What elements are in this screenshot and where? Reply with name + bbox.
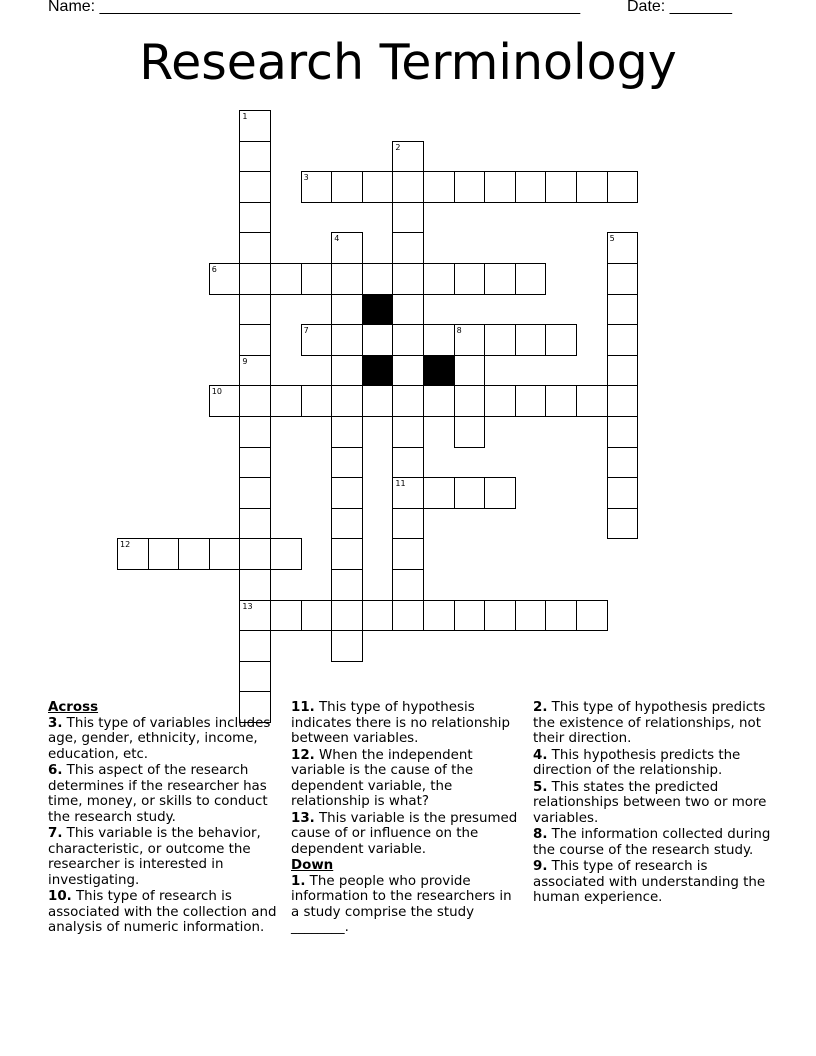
grid-cell[interactable] (209, 263, 241, 295)
grid-cell[interactable] (331, 538, 363, 570)
grid-cell[interactable] (331, 630, 363, 662)
grid-block (362, 294, 394, 326)
grid-cell[interactable] (239, 447, 271, 479)
clue-down-1: 1. The people who provide information to the researchers in a study comprise the study ________. (291, 873, 512, 935)
clue-across-11: 11. This type of hypothesis indicates there is no relationship between variables. (291, 700, 510, 746)
grid-cell[interactable] (576, 385, 608, 417)
clue-number: 6 (211, 265, 217, 274)
clue-column-3 (533, 700, 773, 907)
grid-cell[interactable] (392, 294, 424, 326)
grid-cell[interactable] (576, 171, 608, 203)
grid-cell[interactable] (392, 477, 424, 509)
grid-cell[interactable] (576, 600, 608, 632)
clue-across-3: 3. This type of variables includes age, gender, ethnicity, income, education, etc. (48, 715, 271, 762)
grid-cell[interactable] (423, 263, 455, 295)
grid-cell[interactable] (454, 324, 486, 356)
grid-cell[interactable] (392, 447, 424, 479)
grid-cell[interactable] (607, 232, 639, 264)
name-field-label[interactable]: Name: ______________________________________________________ (48, 0, 581, 15)
grid-cell[interactable] (545, 600, 577, 632)
grid-cell[interactable] (423, 477, 455, 509)
grid-cell[interactable] (392, 569, 424, 601)
grid-cell[interactable] (515, 385, 547, 417)
grid-cell[interactable] (239, 508, 271, 540)
grid-cell[interactable] (484, 385, 516, 417)
grid-cell[interactable] (239, 477, 271, 509)
grid-cell[interactable] (331, 232, 363, 264)
clue-across-7: 7. This variable is the behavior, characteristic, or outcome the researcher is interested in investigating. (48, 826, 261, 888)
grid-cell[interactable] (454, 600, 486, 632)
grid-block (423, 355, 455, 387)
clue-down-4: 4. This hypothesis predicts the direction of the relationship. (533, 747, 741, 778)
grid-cell[interactable] (392, 416, 424, 448)
grid-cell[interactable] (423, 324, 455, 356)
grid-cell[interactable] (239, 232, 271, 264)
grid-cell[interactable] (239, 110, 271, 142)
grid-cell[interactable] (607, 171, 639, 203)
clue-number: 9 (242, 356, 248, 366)
grid-cell[interactable] (423, 600, 455, 632)
grid-cell[interactable] (331, 477, 363, 509)
grid-cell[interactable] (331, 171, 363, 203)
down-heading: Down (291, 858, 334, 873)
grid-cell[interactable] (515, 171, 547, 203)
grid-cell[interactable] (392, 171, 424, 203)
grid-cell[interactable] (607, 385, 639, 417)
clue-across-12: 12. When the independent variable is the cause of the dependent variable, the relationship is what? (291, 747, 474, 809)
grid-cell[interactable] (239, 600, 271, 632)
grid-cell[interactable] (484, 477, 516, 509)
grid-cell[interactable] (607, 447, 639, 479)
grid-cell[interactable] (607, 416, 639, 448)
across-heading: Across (48, 700, 99, 715)
grid-cell[interactable] (331, 569, 363, 601)
grid-cell[interactable] (331, 324, 363, 356)
grid-cell[interactable] (239, 171, 271, 203)
grid-cell[interactable] (392, 232, 424, 264)
grid-cell[interactable] (392, 600, 424, 632)
grid-block (362, 355, 394, 387)
grid-cell[interactable] (454, 171, 486, 203)
grid-cell[interactable] (392, 324, 424, 356)
grid-cell[interactable] (545, 171, 577, 203)
clue-across-13: 13. This variable is the presumed cause of or influence on the dependent variable. (291, 810, 518, 857)
grid-cell[interactable] (331, 508, 363, 540)
clue-across-6: 6. This aspect of the research determines if the researcher has time, money, or skills to conduct the research study. (48, 763, 268, 825)
grid-cell[interactable] (331, 263, 363, 295)
grid-cell[interactable] (515, 600, 547, 632)
date-field-label[interactable]: Date: _______ (627, 0, 732, 15)
clue-down-2: 2. This type of hypothesis predicts the existence of relationships, not their direction. (533, 700, 766, 746)
grid-cell[interactable] (484, 263, 516, 295)
grid-cell[interactable] (270, 600, 302, 632)
clue-number: 7 (303, 326, 309, 336)
clue-column-1 (48, 700, 280, 937)
grid-cell[interactable] (270, 385, 302, 417)
grid-cell[interactable] (607, 477, 639, 509)
grid-cell[interactable] (331, 294, 363, 326)
grid-cell[interactable] (607, 263, 639, 295)
grid-cell[interactable] (392, 538, 424, 570)
grid-cell[interactable] (392, 141, 424, 173)
clue-number: 3 (303, 173, 309, 183)
clue-number: 5 (609, 234, 615, 244)
clue-across-10: 10. This type of research is associated with the collection and analysis of numeric information. (48, 889, 277, 935)
grid-cell[interactable] (331, 600, 363, 632)
grid-cell[interactable] (301, 263, 333, 295)
grid-cell[interactable] (239, 416, 271, 448)
grid-cell[interactable] (209, 385, 241, 417)
grid-cell[interactable] (454, 355, 486, 387)
grid-cell[interactable] (239, 202, 271, 234)
grid-cell[interactable] (484, 171, 516, 203)
grid-cell[interactable] (209, 538, 241, 570)
grid-cell[interactable] (515, 324, 547, 356)
grid-cell[interactable] (270, 263, 302, 295)
grid-cell[interactable] (392, 508, 424, 540)
clue-number: 12 (120, 540, 131, 550)
grid-cell[interactable] (239, 141, 271, 173)
grid-cell[interactable] (515, 263, 547, 295)
grid-cell[interactable] (454, 263, 486, 295)
clue-number: 8 (456, 326, 462, 336)
grid-cell[interactable] (239, 661, 271, 693)
grid-cell[interactable] (239, 263, 271, 295)
grid-cell[interactable] (607, 508, 639, 540)
grid-cell[interactable] (301, 171, 333, 203)
grid-cell[interactable] (423, 171, 455, 203)
grid-cell[interactable] (362, 600, 394, 632)
grid-cell[interactable] (454, 477, 486, 509)
grid-cell[interactable] (148, 538, 180, 570)
grid-cell[interactable] (301, 324, 333, 356)
grid-cell[interactable] (178, 538, 210, 570)
grid-cell[interactable] (545, 385, 577, 417)
grid-cell[interactable] (392, 263, 424, 295)
grid-cell[interactable] (454, 416, 486, 448)
grid-cell[interactable] (454, 385, 486, 417)
grid-cell[interactable] (239, 324, 271, 356)
grid-cell[interactable] (362, 324, 394, 356)
grid-cell[interactable] (484, 600, 516, 632)
grid-cell[interactable] (545, 324, 577, 356)
grid-cell[interactable] (607, 355, 639, 387)
clue-down-8: 8. The information collected during the course of the research study. (533, 827, 771, 858)
grid-cell[interactable] (239, 385, 271, 417)
grid-cell[interactable] (607, 324, 639, 356)
grid-cell[interactable] (362, 263, 394, 295)
grid-cell[interactable] (392, 355, 424, 387)
clue-number: 1 (242, 112, 248, 121)
clue-down-9: 9. This type of research is associated with understanding the human experience. (533, 859, 766, 905)
grid-cell[interactable] (239, 569, 271, 601)
clue-number: 11 (395, 479, 406, 489)
grid-cell[interactable] (270, 538, 302, 570)
clue-number: 4 (334, 234, 340, 244)
grid-cell[interactable] (484, 324, 516, 356)
header (48, 0, 768, 20)
grid-cell[interactable] (607, 294, 639, 326)
grid-cell[interactable] (423, 385, 455, 417)
grid-cell[interactable] (239, 630, 271, 662)
clue-number: 2 (395, 142, 401, 152)
grid-cell[interactable] (301, 600, 333, 632)
grid-cell[interactable] (239, 355, 271, 387)
grid-cell[interactable] (392, 385, 424, 417)
clue-down-5: 5. This states the predicted relationships between two or more variables. (533, 779, 767, 826)
grid-cell[interactable] (117, 538, 149, 570)
grid-cell[interactable] (331, 416, 363, 448)
grid-cell[interactable] (239, 294, 271, 326)
grid-cell[interactable] (331, 385, 363, 417)
grid-cell[interactable] (239, 538, 271, 570)
grid-cell[interactable] (301, 385, 333, 417)
clue-column-2 (291, 700, 524, 937)
clue-number: 10 (211, 387, 222, 397)
grid-cell[interactable] (331, 355, 363, 387)
grid-cell[interactable] (392, 202, 424, 234)
clue-number: 13 (242, 601, 253, 611)
page-title: Research Terminology (139, 34, 677, 91)
grid-cell[interactable] (362, 385, 394, 417)
grid-cell[interactable] (362, 171, 394, 203)
grid-cell[interactable] (331, 447, 363, 479)
